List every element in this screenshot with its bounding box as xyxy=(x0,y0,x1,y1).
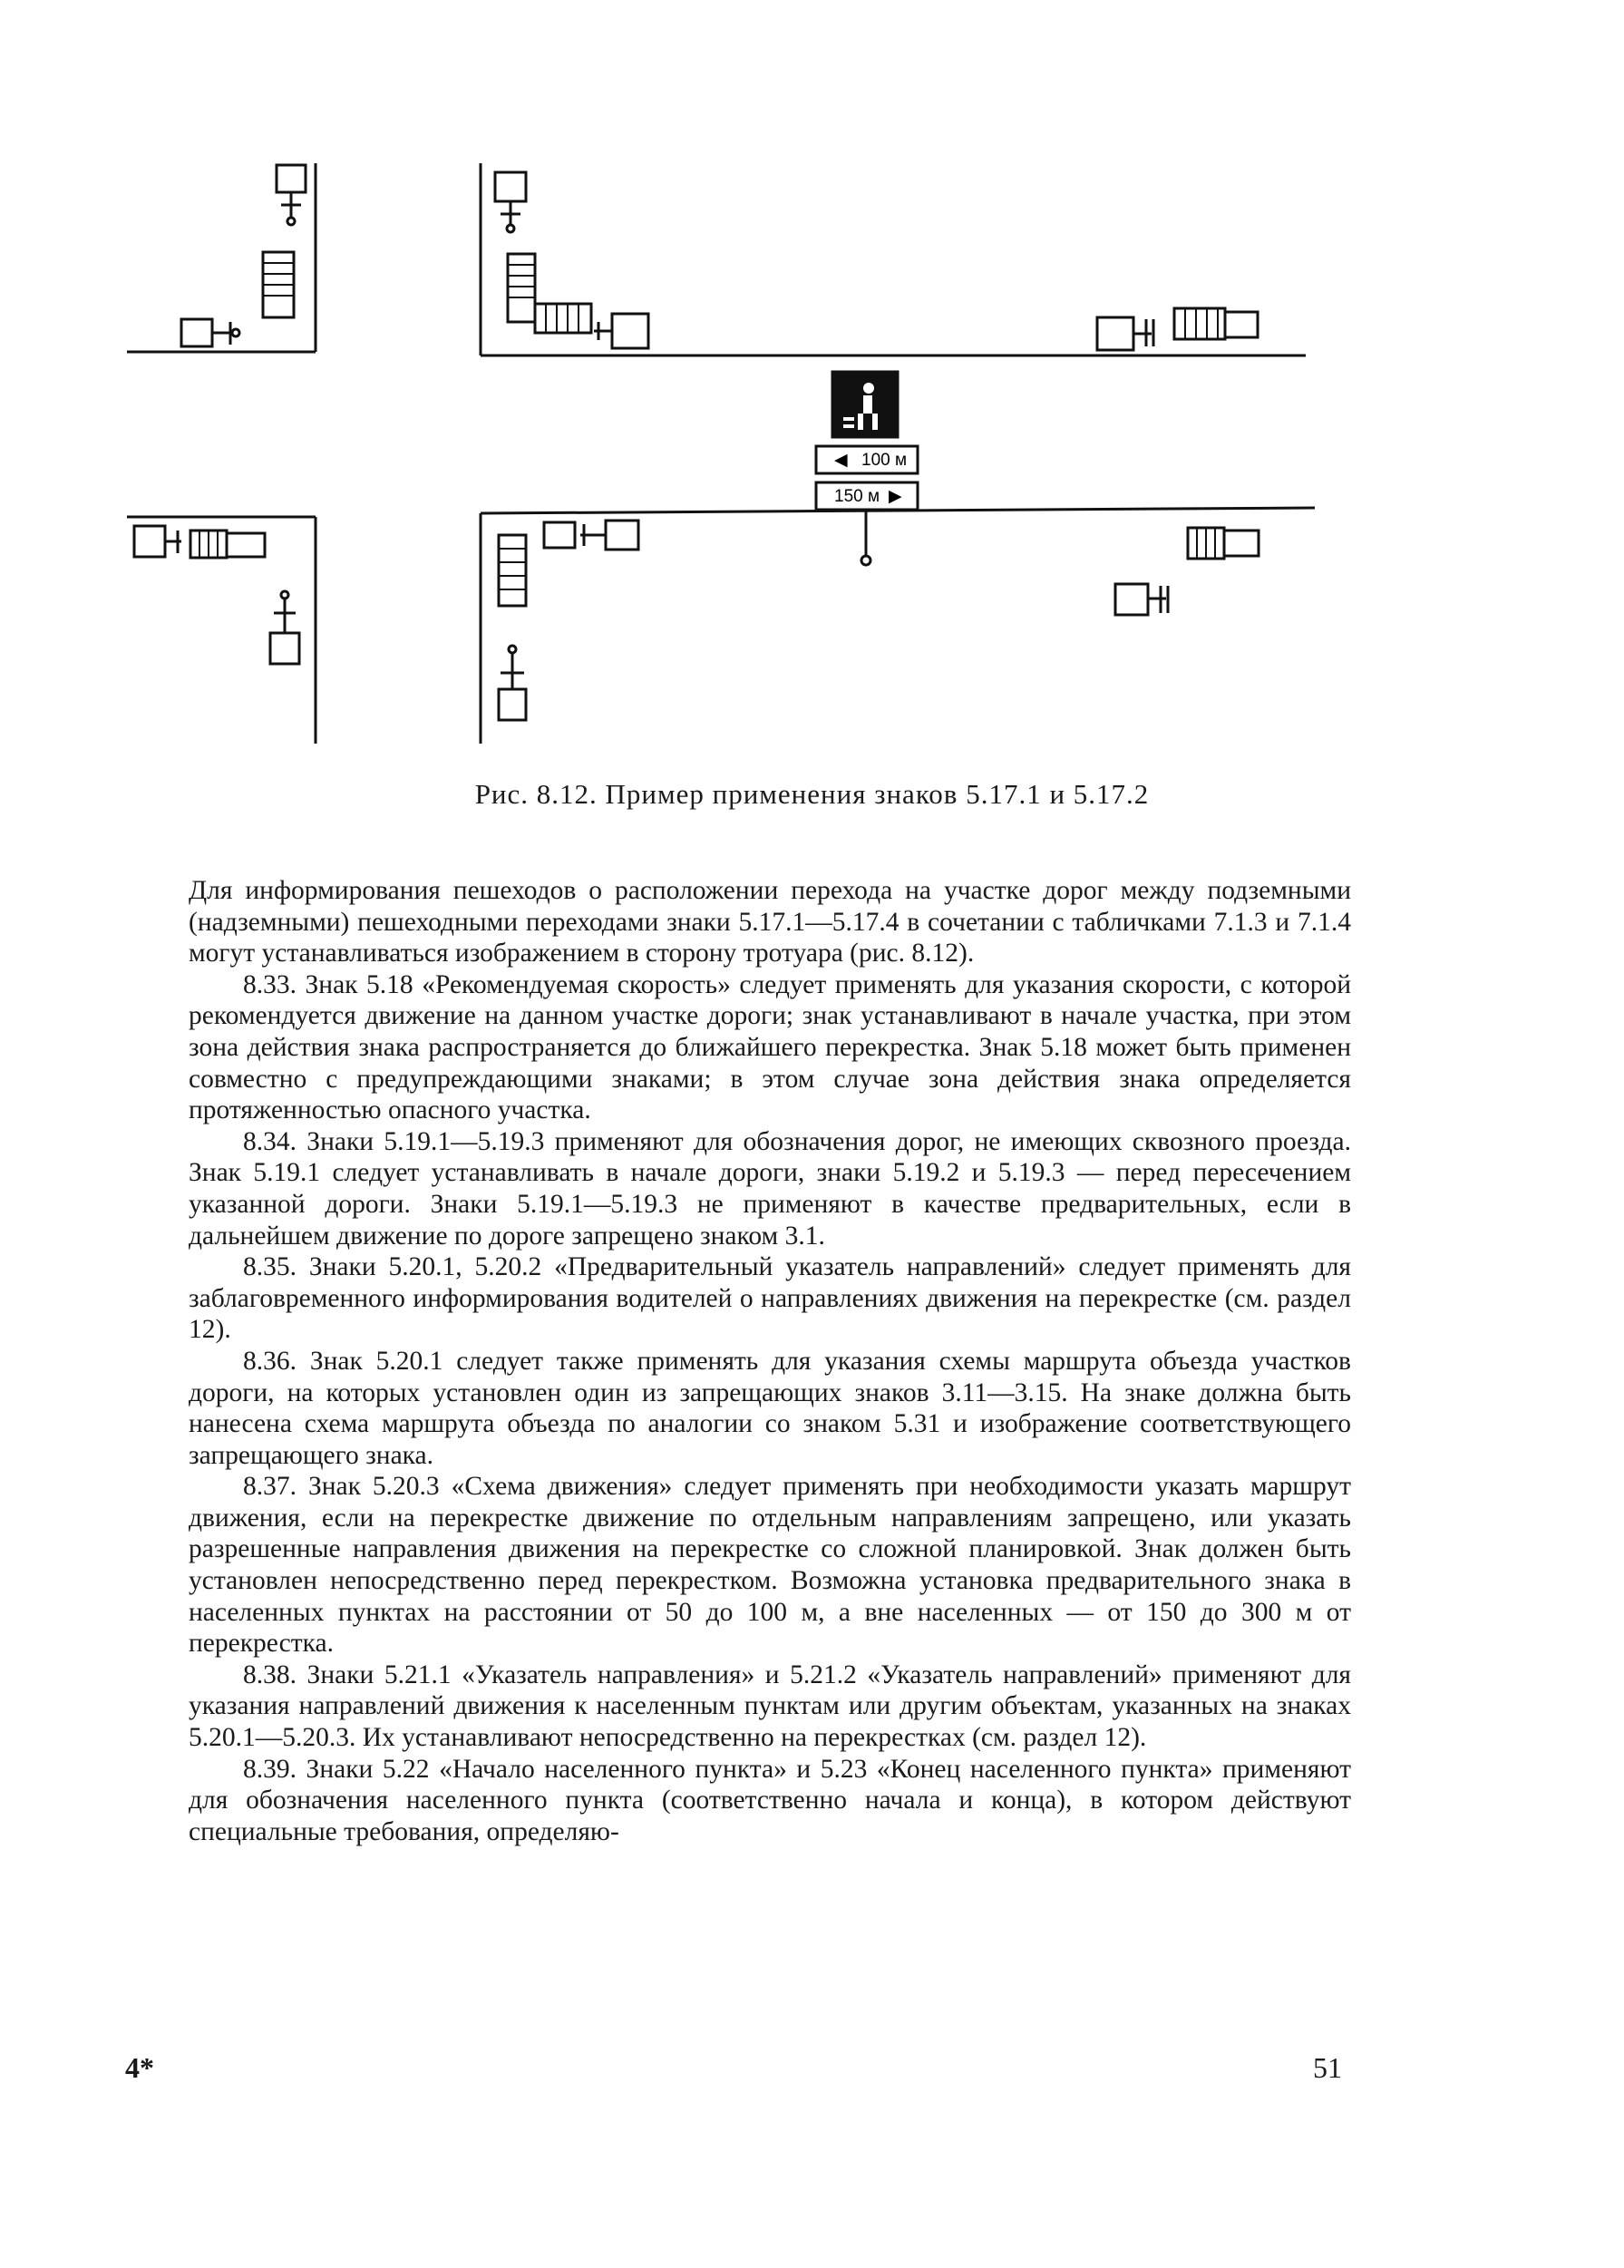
paragraph: 8.39. Знаки 5.22 «Начало населенного пункта» и 5.23 «Конец населенного пункта» применяют для обозначения населенного пункта (соответственно начала и конца), в котором действуют специальные требования, определяю- xyxy=(189,1754,1351,1846)
sign-box xyxy=(606,521,638,550)
road-diagram xyxy=(118,145,1333,762)
body-text xyxy=(189,875,1351,1847)
paragraph: Для информирования пешеходов о расположении перехода на участке дорог между подземными (надземными) пешеходными переходами знаки 5.17.1—5.17.4 в сочетании с табличками 7.1.3 и 7.1.4 могут устанавливаться изображением в сторону тротуара (рис. 8.12). xyxy=(189,876,1351,969)
paragraph: 8.35. Знаки 5.20.1, 5.20.2 «Предварительный указатель направлений» следует применять для заблаговременного информирования водителей о направлениях движения на перекрестке (см. раздел 12). xyxy=(189,1252,1351,1345)
paragraph: 8.34. Знаки 5.19.1—5.19.3 применяют для обозначения дорог, не имеющих сквозного проезда. Знак 5.19.1 следует устанавливать в начале дороги, знаки 5.19.2 и 5.19.3 — перед пересечением указанной дороги. Знаки 5.19.1—5.19.3 не применяют в качестве предварительных, если в дальнейшем движение по дороге запрещено знаком 3.1. xyxy=(189,1126,1351,1251)
sign-box xyxy=(270,633,299,664)
sign-box xyxy=(277,165,306,192)
sign-box xyxy=(495,172,526,201)
paragraph: 8.37. Знак 5.20.3 «Схема движения» следует применять при необходимости указать маршрут движения, если на перекрестке движение по отдельным направлениям запрещено, или указать разрешенные направления движения на перекрестке со сложной планировкой. Знак должен быть установлен непосредственно перед перекрестком. Возможна установка предварительного знака в населенных пунктах на расстоянии от 50 до 100 м, а вне населенных — от 150 до 300 м от перекрестка. xyxy=(189,1472,1351,1659)
plate-top-text: 100 м xyxy=(861,451,908,470)
figure-caption: Рис. 8.12. Пример применения знаков 5.17.1 и 5.17.2 xyxy=(474,778,1150,810)
paragraph: 8.33. Знак 5.18 «Рекомендуемая скорость» следует применять для указания скорости, с которой рекомендуется движение на данном участке дороги; знак устанавливают в начале участка, при этом зона действия знака распространяется до ближайшего перекрестка. Знак 5.18 может быть применен совместно с предупреждающими знаками; в этом случае зона действия знака определяется протяженностью опасного участка. xyxy=(189,969,1351,1125)
paragraph: 8.36. Знак 5.20.1 следует также применять для указания схемы маршрута объезда участков дороги, на которых установлен один из запрещающих знаков 3.11—3.15. На знаке должна быть нанесена схема маршрута объезда по аналогии со знаком 5.31 и изображение соответствующего запрещающего знака. xyxy=(189,1346,1351,1470)
arrow-right-icon: ▶ xyxy=(889,487,902,506)
arrow-left-icon: ◀ xyxy=(834,451,848,470)
sign-box xyxy=(181,319,212,346)
page-number: 51 xyxy=(1313,2051,1342,2084)
sign-box xyxy=(544,522,575,548)
crosswalk-horizontal xyxy=(535,304,591,333)
plate-bottom-text: 150 м xyxy=(834,487,880,506)
sign-box xyxy=(499,689,526,720)
crosswalk-vertical xyxy=(499,535,526,606)
sign-box xyxy=(612,314,648,348)
signature-mark: 4* xyxy=(125,2051,154,2084)
sign-box xyxy=(1115,584,1148,615)
sign-box xyxy=(1097,317,1133,350)
paragraph: 8.38. Знаки 5.21.1 «Указатель направления» и 5.21.2 «Указатель направлений» применяют для указания направлений движения к населенным пунктам или другим объектам, указанных на знаках 5.20.1—5.20.3. Их устанавливают непосредственно на перекрестках (см. раздел 12). xyxy=(189,1660,1351,1753)
figure-8-12 xyxy=(118,145,1333,762)
sign-box xyxy=(134,526,165,557)
